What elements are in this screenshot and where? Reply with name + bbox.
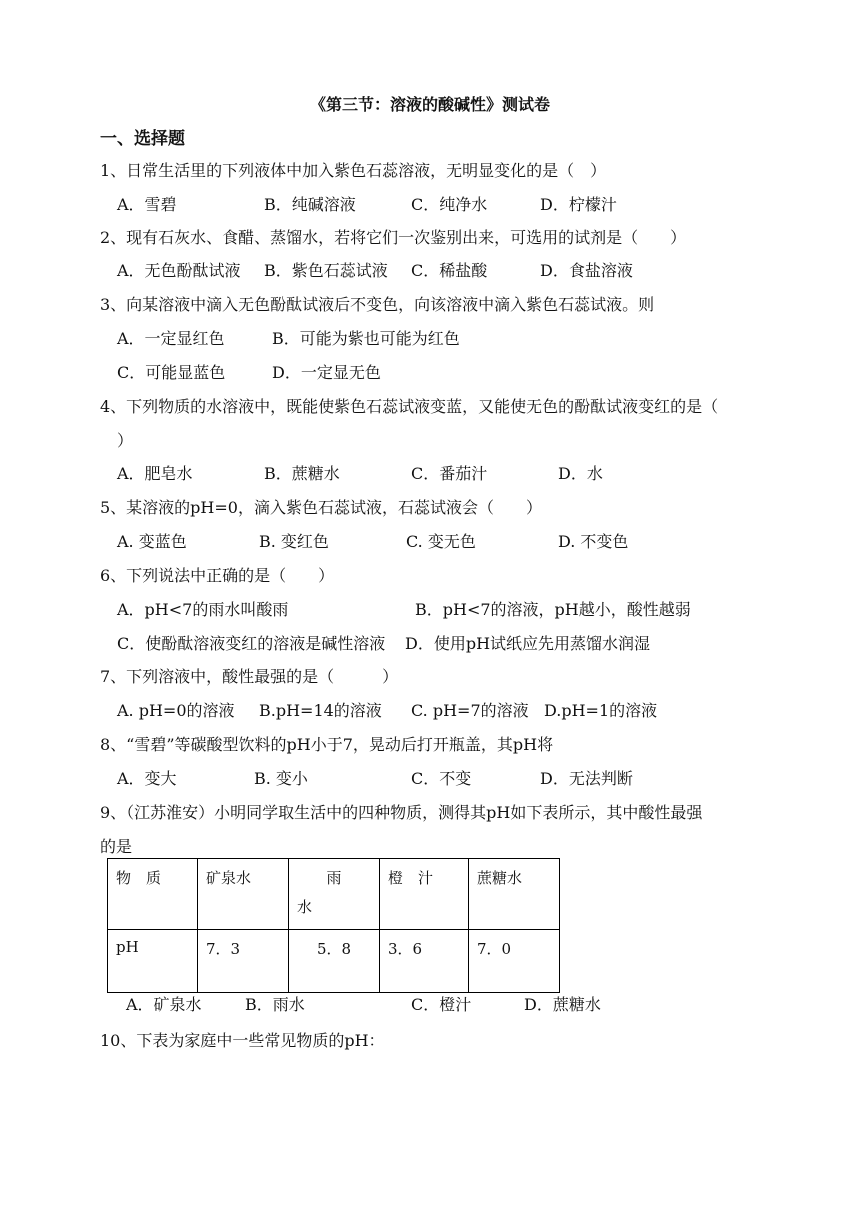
q5-option-a: A. 变蓝色 <box>117 532 187 551</box>
table-cell: 矿泉水 <box>198 859 289 930</box>
q3-option-d: D．一定显无色 <box>272 363 381 382</box>
q7-option-a: A. pH=0的溶液 <box>117 701 235 720</box>
q7-option-c: C. pH=7的溶液 <box>411 701 529 720</box>
question-4-stem-cont: ） <box>117 431 134 450</box>
q7-option-d: D.pH=1的溶液 <box>544 701 658 720</box>
q8-option-b: B. 变小 <box>254 769 308 788</box>
q1-option-c: C．纯净水 <box>411 195 488 214</box>
table-cell: 蔗糖水 <box>469 859 560 930</box>
table-cell: 橙 汁 <box>380 859 469 930</box>
q5-option-b: B. 变红色 <box>259 532 329 551</box>
question-9-stem-cont: 的是 <box>100 837 133 856</box>
q6-option-d: D．使用pH试纸应先用蒸馏水润湿 <box>405 634 651 653</box>
table-row <box>108 859 560 930</box>
table-row <box>108 930 560 993</box>
question-5-stem: 5、某溶液的pH=0，滴入紫色石蕊试液，石蕊试液会（ ） <box>100 498 542 517</box>
q4-option-a: A．肥皂水 <box>117 464 193 483</box>
q2-option-c: C．稀盐酸 <box>411 261 488 280</box>
ph-table <box>107 858 560 993</box>
question-1-stem: 1、日常生活里的下列液体中加入紫色石蕊溶液，无明显变化的是（ ） <box>100 161 607 180</box>
q3-option-b: B．可能为紫也可能为红色 <box>272 329 460 348</box>
table-cell: 物 质 <box>108 859 198 930</box>
q6-option-b: B．pH<7的溶液，pH越小，酸性越弱 <box>415 600 691 619</box>
q3-option-c: C．可能显蓝色 <box>117 363 226 382</box>
q5-option-c: C. 变无色 <box>406 532 476 551</box>
question-2-stem: 2、现有石灰水、食醋、蒸馏水，若将它们一次鉴别出来，可选用的试剂是（ ） <box>100 228 687 247</box>
question-3-stem: 3、向某溶液中滴入无色酚酞试液后不变色，向该溶液中滴入紫色石蕊试液。则 <box>100 295 655 314</box>
q9-option-d: D．蔗糖水 <box>524 995 601 1014</box>
question-10-stem: 10、下表为家庭中一些常见物质的pH： <box>100 1031 385 1050</box>
table-cell: 7．3 <box>198 930 289 993</box>
q1-option-d: D．柠檬汁 <box>540 195 617 214</box>
q9-option-a: A．矿泉水 <box>126 995 202 1014</box>
question-4-stem: 4、下列物质的水溶液中，既能使紫色石蕊试液变蓝，又能使无色的酚酞试液变红的是（ <box>100 397 719 416</box>
question-9-stem: 9、（江苏淮安）小明同学取生活中的四种物质，测得其pH如下表所示，其中酸性最强 <box>100 803 703 822</box>
question-8-stem: 8、“雪碧”等碳酸型饮料的pH小于7，晃动后打开瓶盖，其pH将 <box>100 735 554 754</box>
q8-option-c: C．不变 <box>411 769 472 788</box>
q7-option-b: B.pH=14的溶液 <box>259 701 382 720</box>
q4-option-d: D．水 <box>558 464 603 483</box>
table-cell: pH <box>108 930 198 993</box>
q9-option-c: C．橙汁 <box>411 995 472 1014</box>
q2-option-d: D．食盐溶液 <box>540 261 633 280</box>
q8-option-d: D．无法判断 <box>540 769 633 788</box>
table-cell-text: 水 <box>297 898 313 916</box>
question-7-stem: 7、下列溶液中，酸性最强的是（ ） <box>100 667 399 686</box>
section-heading: 一、选择题 <box>100 129 185 149</box>
q2-option-b: B．紫色石蕊试液 <box>264 261 388 280</box>
q9-option-b: B．雨水 <box>245 995 305 1014</box>
table-cell <box>289 859 380 930</box>
q8-option-a: A．变大 <box>117 769 177 788</box>
q4-option-c: C．番茄汁 <box>411 464 488 483</box>
page-title: 《第三节：溶液的酸碱性》测试卷 <box>309 95 550 114</box>
q3-option-a: A．一定显红色 <box>117 329 225 348</box>
q2-option-a: A．无色酚酞试液 <box>117 261 241 280</box>
q1-option-a: A．雪碧 <box>117 195 177 214</box>
question-6-stem: 6、下列说法中正确的是（ ） <box>100 566 335 585</box>
table-cell: 3．6 <box>380 930 469 993</box>
q6-option-a: A．pH<7的雨水叫酸雨 <box>117 600 289 619</box>
q5-option-d: D. 不变色 <box>558 532 629 551</box>
table-cell: 5．8 <box>289 930 380 993</box>
q1-option-b: B．纯碱溶液 <box>264 195 356 214</box>
table-cell: 7．0 <box>469 930 560 993</box>
q4-option-b: B．蔗糖水 <box>264 464 340 483</box>
table-cell-text: 雨 <box>326 869 342 887</box>
q6-option-c: C．使酚酞溶液变红的溶液是碱性溶液 <box>117 634 386 653</box>
